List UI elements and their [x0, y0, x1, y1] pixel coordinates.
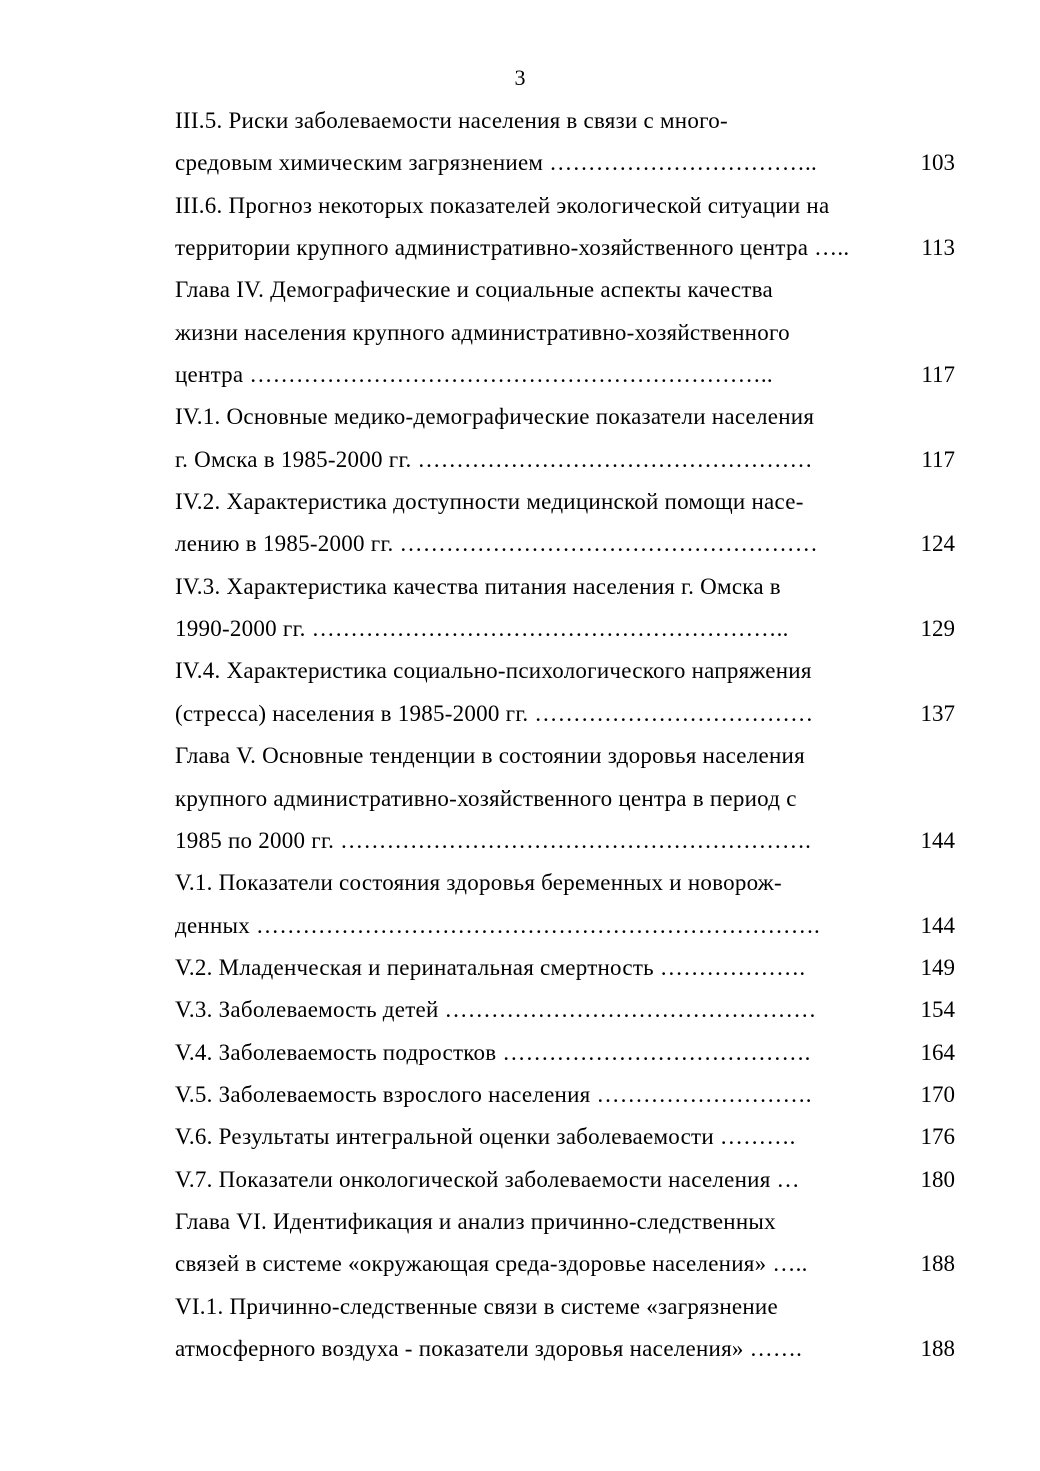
toc-entry-text: Глава VI. Идентификация и анализ причинно-следственных — [175, 1208, 776, 1234]
toc-page-number: 137 — [920, 700, 955, 726]
toc-line — [175, 820, 965, 862]
toc-entry-text: лению в 1985-2000 гг. ……………………………………………… — [175, 531, 819, 557]
toc-line — [175, 396, 965, 438]
toc-page-number: 103 — [920, 150, 955, 176]
toc-entry-text: V.3. Заболеваемость детей ………………………………………… — [175, 997, 817, 1023]
page-number: 3 — [514, 65, 526, 90]
toc-page-number: 176 — [920, 1124, 955, 1150]
toc-page-number: 164 — [920, 1039, 955, 1065]
toc-page-number: 180 — [920, 1166, 955, 1192]
toc-line — [175, 1201, 965, 1243]
toc-entry-text: IV.4. Характеристика социально-психологического напряжения — [175, 658, 812, 684]
toc-entry-text: V.2. Младенческая и перинатальная смертность ………………. — [175, 954, 806, 980]
toc-page-number: 188 — [920, 1335, 955, 1361]
toc-entry-text: Глава V. Основные тенденции в состоянии здоровья населения — [175, 743, 805, 769]
toc-line — [175, 566, 965, 608]
toc-page-number: 188 — [920, 1251, 955, 1277]
toc-line — [175, 481, 965, 523]
toc-entry-text: V.4. Заболеваемость подростков …………………………………. — [175, 1039, 811, 1065]
toc-line — [175, 227, 965, 269]
toc-line — [175, 1286, 965, 1328]
toc-line — [175, 1243, 965, 1285]
toc-page-number: 170 — [920, 1081, 955, 1107]
toc-entry-text: Глава IV. Демографические и социальные аспекты качества — [175, 277, 773, 303]
toc-line — [175, 354, 965, 396]
toc-line — [175, 312, 965, 354]
toc-page-number: 154 — [920, 997, 955, 1023]
toc-entry-text: VI.1. Причинно-следственные связи в системе «загрязнение — [175, 1293, 778, 1319]
toc-line — [175, 269, 965, 311]
toc-entry-text: жизни населения крупного административно-хозяйственного — [175, 319, 790, 345]
toc-line — [175, 1328, 965, 1370]
table-of-contents — [175, 100, 965, 1370]
toc-entry-text: средовым химическим загрязнением …………………………….. — [175, 150, 817, 176]
toc-line — [175, 862, 965, 904]
toc-entry-text: V.7. Показатели онкологической заболеваемости населения … — [175, 1166, 800, 1192]
toc-page-number: 124 — [920, 531, 955, 557]
toc-line — [175, 608, 965, 650]
toc-page-number: 113 — [921, 235, 955, 261]
toc-line — [175, 1074, 965, 1116]
toc-page-number: 144 — [920, 912, 955, 938]
toc-line — [175, 523, 965, 565]
toc-page-number: 129 — [920, 616, 955, 642]
toc-line — [175, 989, 965, 1031]
toc-page-number: 144 — [920, 827, 955, 853]
toc-line — [175, 142, 965, 184]
toc-page-number: 117 — [921, 446, 955, 472]
toc-line — [175, 778, 965, 820]
toc-entry-text: связей в системе «окружающая среда-здоровье населения» ….. — [175, 1251, 808, 1277]
toc-entry-text: (стресса) населения в 1985-2000 гг. ……………………………… — [175, 700, 814, 726]
toc-page-number: 149 — [920, 954, 955, 980]
toc-entry-text: атмосферного воздуха - показатели здоровья населения» ……. — [175, 1335, 803, 1361]
toc-entry-text: III.5. Риски заболеваемости населения в связи с много- — [175, 108, 728, 133]
toc-line — [175, 1116, 965, 1158]
toc-line — [175, 185, 965, 227]
toc-entry-text: IV.3. Характеристика качества питания населения г. Омска в — [175, 573, 781, 599]
toc-line — [175, 1159, 965, 1201]
toc-entry-text: центра ………………………………………………………….. — [175, 362, 773, 388]
toc-line — [175, 439, 965, 481]
toc-entry-text: V.5. Заболеваемость взрослого населения ………………………. — [175, 1081, 812, 1107]
toc-entry-text: 1985 по 2000 гг. ……………………………………………………. — [175, 827, 812, 853]
toc-line — [175, 1032, 965, 1074]
toc-entry-text: г. Омска в 1985-2000 гг. …………………………………………… — [175, 446, 813, 472]
toc-entry-text: денных ………………………………………………………………. — [175, 912, 820, 938]
toc-entry-text: 1990-2000 гг. …………………………………………………….. — [175, 616, 789, 642]
toc-entry-text: V.6. Результаты интегральной оценки заболеваемости ………. — [175, 1124, 796, 1150]
toc-line — [175, 735, 965, 777]
toc-entry-text: V.1. Показатели состояния здоровья беременных и новорож- — [175, 870, 782, 896]
toc-line — [175, 650, 965, 692]
toc-entry-text: территории крупного административно-хозяйственного центра ….. — [175, 235, 850, 261]
toc-entry-text: IV.2. Характеристика доступности медицинской помощи насе- — [175, 489, 804, 515]
toc-entry-text: III.6. Прогноз некоторых показателей экологической ситуации на — [175, 192, 830, 218]
toc-line — [175, 693, 965, 735]
toc-entry-text: IV.1. Основные медико-демографические показатели населения — [175, 404, 815, 430]
toc-line — [175, 100, 965, 142]
toc-line — [175, 947, 965, 989]
toc-entry-text: крупного административно-хозяйственного центра в период с — [175, 785, 797, 811]
toc-page-number: 117 — [921, 362, 955, 388]
toc-line — [175, 905, 965, 947]
